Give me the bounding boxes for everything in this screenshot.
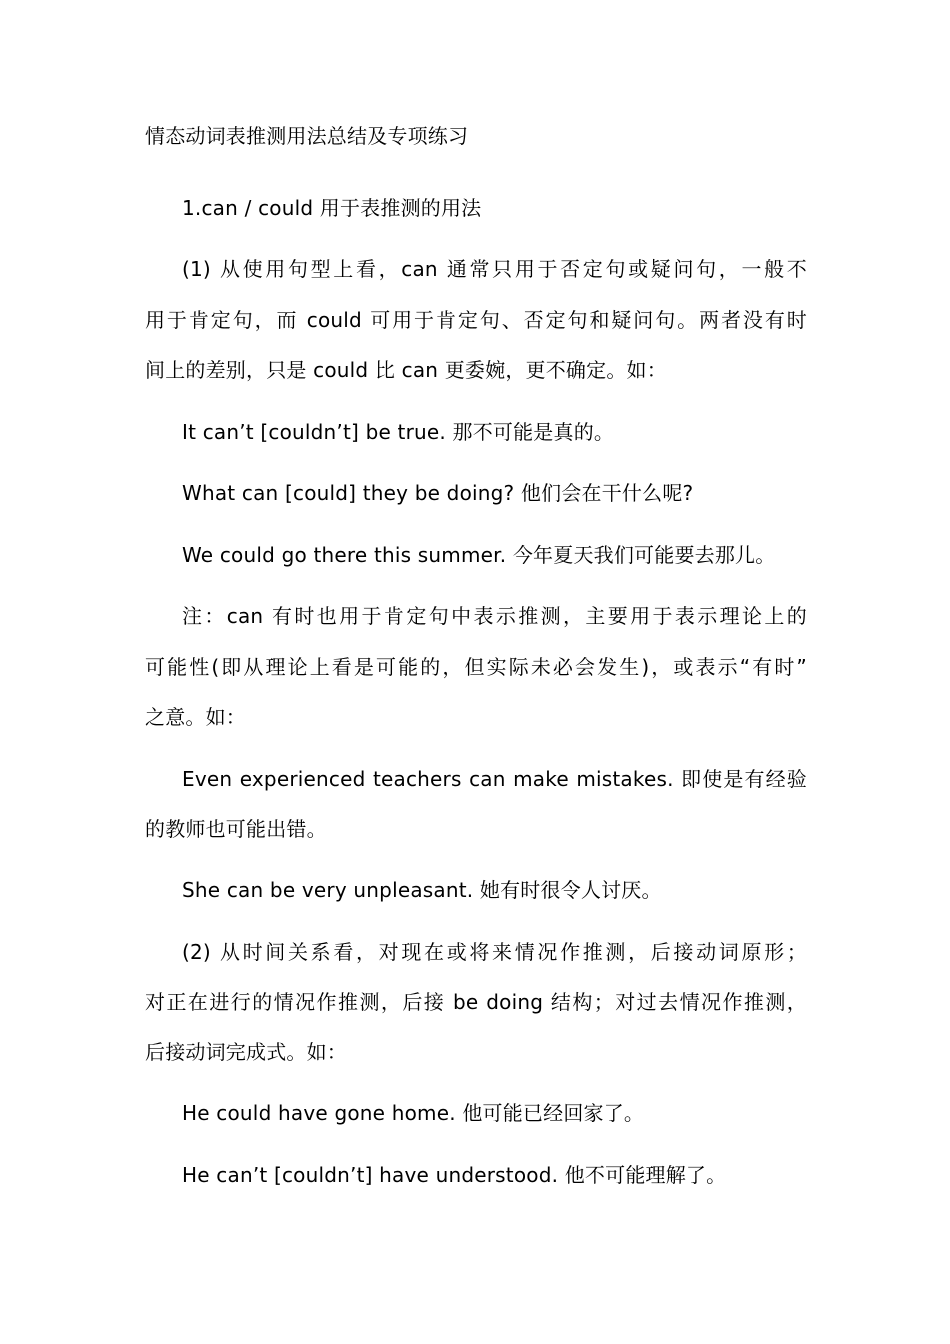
example-sentence: We could go there this summer. 今年夏天我们可能要去那儿。 — [182, 543, 776, 567]
example-sentence: He can’t [couldn’t] have understood. 他不可能理解了。 — [182, 1163, 727, 1187]
example-sentence: Even experienced teachers can make mistakes. 即使是有经验 — [182, 767, 807, 791]
paragraph-line: (2) 从时间关系看，对现在或将来情况作推测，后接动词原形； — [182, 940, 807, 964]
paragraph-line: 对正在进行的情况作推测，后接 be doing 结构；对过去情况作推测， — [145, 990, 807, 1014]
example-sentence: She can be very unpleasant. 她有时很令人讨厌。 — [182, 878, 662, 902]
paragraph-line: (1) 从使用句型上看，can 通常只用于否定句或疑问句，一般不 — [182, 257, 807, 281]
document-title: 情态动词表推测用法总结及专项练习 — [145, 124, 469, 148]
paragraph-line: 后接动词完成式。如： — [145, 1040, 347, 1064]
note-line: 之意。如： — [145, 705, 246, 729]
example-sentence: It can’t [couldn’t] be true. 那不可能是真的。 — [182, 420, 615, 444]
note-line: 注：can 有时也用于肯定句中表示推测，主要用于表示理论上的 — [182, 604, 807, 628]
paragraph-line: 间上的差别，只是 could 比 can 更委婉，更不确定。如： — [145, 358, 667, 382]
example-sentence: What can [could] they be doing? 他们会在干什么呢? — [182, 481, 694, 505]
note-line: 可能性(即从理论上看是可能的，但实际未必会发生)，或表示“有时” — [145, 655, 807, 679]
paragraph-line: 用于肯定句，而 could 可用于肯定句、否定句和疑问句。两者没有时 — [145, 308, 807, 332]
section-heading: 1.can / could 用于表推测的用法 — [182, 196, 482, 220]
example-sentence: 的教师也可能出错。 — [145, 817, 327, 841]
example-sentence: He could have gone home. 他可能已经回家了。 — [182, 1101, 645, 1125]
